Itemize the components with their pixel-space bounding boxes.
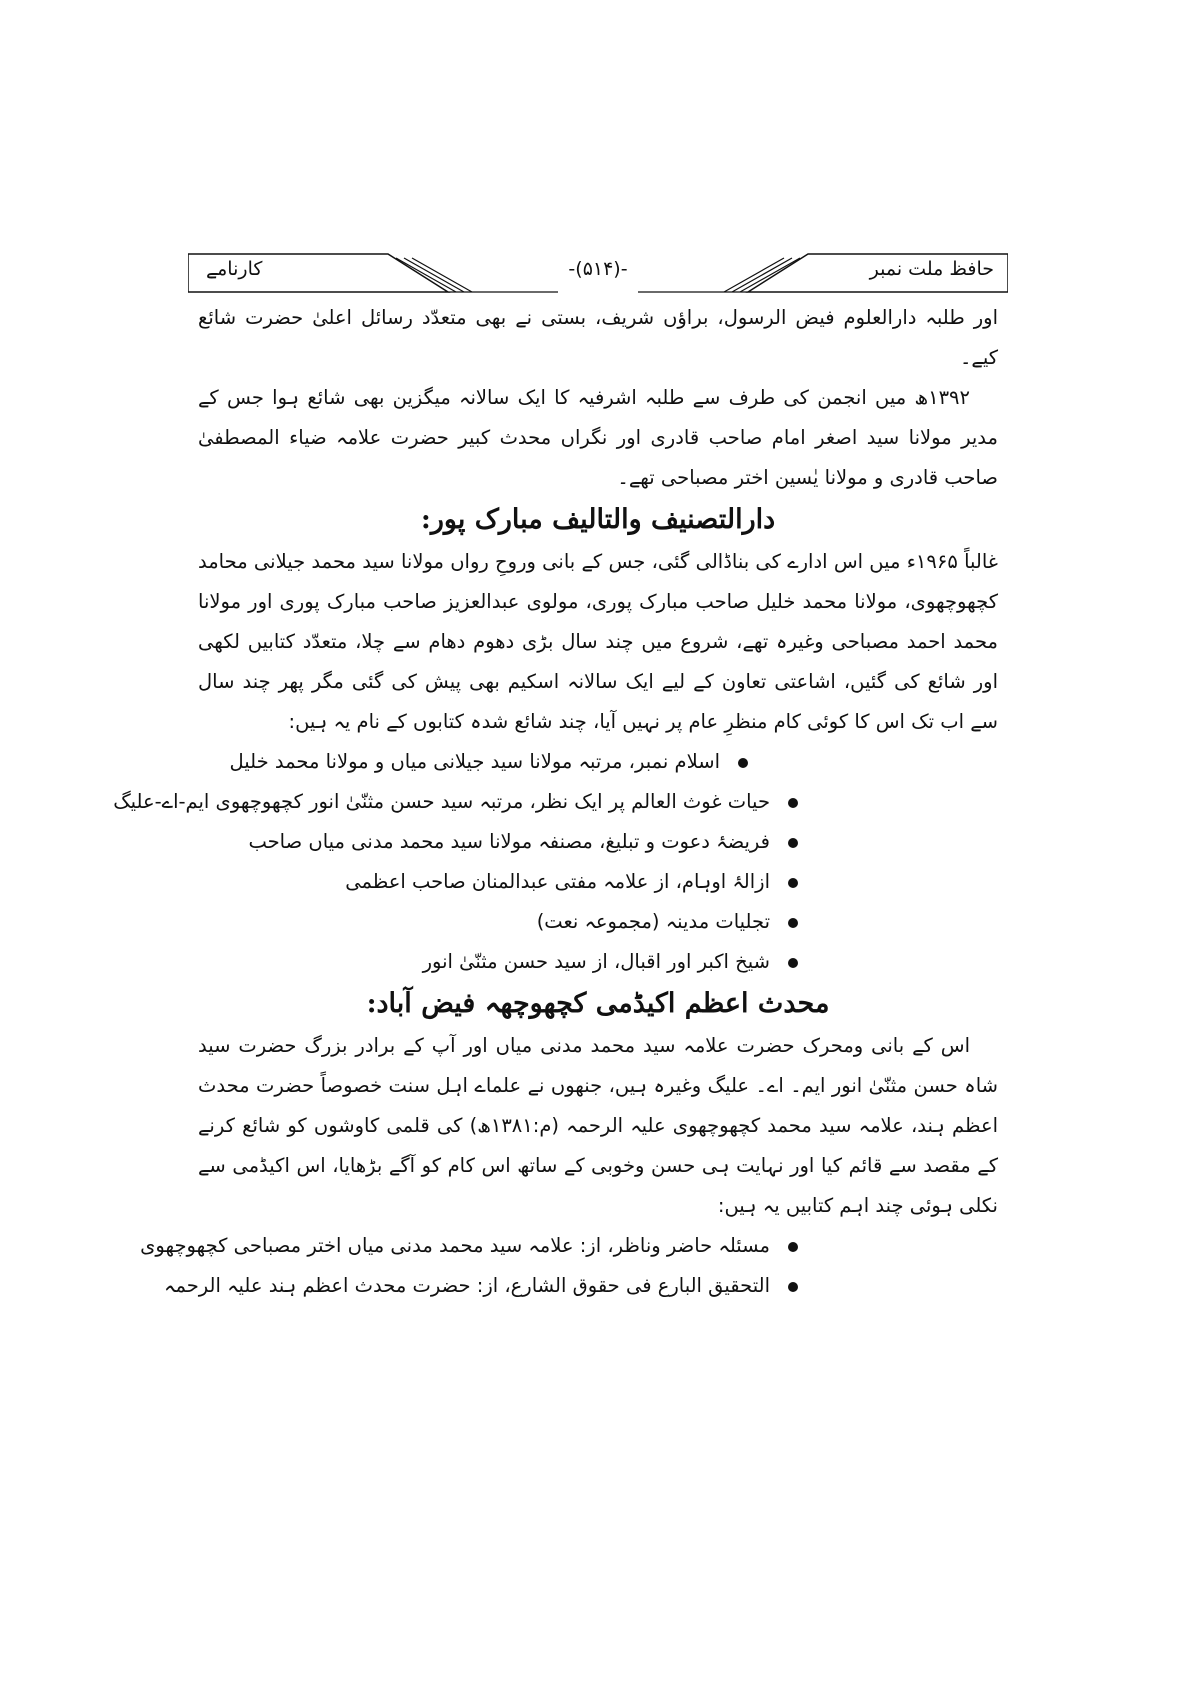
list-item xyxy=(198,822,998,862)
bullet-icon xyxy=(788,918,798,928)
book-title: فریضۂ دعوت و تبلیغ، مصنفہ مولانا سید محمد مدنی میاں صاحب xyxy=(248,830,770,853)
list-item xyxy=(198,902,998,942)
book-title: شیخ اکبر اور اقبال، از سید حسن مثنّیٰ انور xyxy=(422,950,770,973)
book-title: اسلام نمبر، مرتبہ مولانا سید جیلانی میاں و مولانا محمد خلیل xyxy=(229,750,720,773)
section-heading-muhaddis-azam-academy: محدث اعظم اکیڈمی کچھوچھہ فیض آباد: xyxy=(366,988,830,1019)
bullet-icon xyxy=(738,758,748,768)
bullet-icon xyxy=(788,1282,798,1292)
section-heading-darul-tasneef: دارالتصنیف والتالیف مبارک پور: xyxy=(420,504,776,535)
bullet-icon xyxy=(788,878,798,888)
section1-book-list xyxy=(113,742,998,982)
list-item xyxy=(113,782,998,822)
list-item xyxy=(164,1266,998,1306)
page-header xyxy=(188,252,1008,296)
intro-paragraph-2: ۱۳۹۲ھ میں انجمن کی طرف سے طلبہ اشرفیہ کا ایک سالانہ میگزین بھی شائع ہوا جس کے مدیر مولانا سید اصغر امام صاحب قادری اور نگراں محدث کبیر حضرت علامہ ضیاء المصطفیٰ صاحب قادری و مولانا یٰسین اختر مصباحی تھے۔ xyxy=(198,386,998,489)
magazine-title: حافظ ملت نمبر xyxy=(869,258,994,280)
list-item xyxy=(198,862,998,902)
section-title: کارنامے xyxy=(206,258,263,280)
section2-paragraph: اس کے بانی ومحرک حضرت علامہ سید محمد مدنی میاں اور آپ کے برادر بزرگ حضرت سید شاہ حسن مثنّیٰ انور ایم۔ اے۔ علیگ وغیرہ ہیں، جنھوں نے علماے اہل سنت خصوصاً حضرت محدث اعظم ہند، علامہ سید محمد کچھوچھوی علیہ الرحمہ (م:۱۳۸۱ھ) کی قلمی کاوشوں کو شائع کرنے کے مقصد سے قائم کیا اور نہایت ہی حسن وخوبی کے ساتھ اس کام کو آگے بڑھایا، اس اکیڈمی سے نکلی ہوئی چند اہم کتابیں یہ ہیں: xyxy=(198,1034,999,1217)
book-title: مسئلہ حاضر وناظر، از: علامہ سید محمد مدنی میاں اختر مصباحی کچھوچھوی xyxy=(140,1234,770,1257)
book-title: تجلیات مدینہ (مجموعہ نعت) xyxy=(536,910,770,933)
book-title: حیات غوث العالم پر ایک نظر، مرتبہ سید حسن مثنّیٰ انور کچھوچھوی ایم-اے-علیگ xyxy=(113,790,770,813)
list-item xyxy=(140,1226,998,1266)
intro-paragraph-1: اور طلبہ دارالعلوم فیض الرسول، براؤں شریف، بستی نے بھی متعدّد رسائل اعلیٰ حضرت شائع کیے۔ xyxy=(198,306,998,369)
book-title: ازالۂ اوہام، از علامہ مفتی عبدالمنان صاحب اعظمی xyxy=(345,870,770,893)
page-number: -(۵۱۴)- xyxy=(568,258,628,280)
section2-book-list xyxy=(140,1226,998,1306)
bullet-icon xyxy=(788,958,798,968)
bullet-icon xyxy=(788,838,798,848)
page-body xyxy=(113,298,999,1306)
list-item xyxy=(198,742,998,782)
section1-paragraph: غالباً ۱۹۶۵ء میں اس ادارے کی بناڈالی گئی، جس کے بانی وروحِ رواں مولانا سید محمد جیلانی محامد کچھوچھوی، مولانا محمد خلیل صاحب مبارک پوری، مولوی عبدالعزیز صاحب مبارک پوری اور مولانا محمد احمد مصباحی وغیرہ تھے، شروع میں چند سال بڑی دھوم دھام سے چلا، متعدّد کتابیں لکھی اور شائع کی گئیں، اشاعتی تعاون کے لیے ایک سالانہ اسکیم بھی پیش کی گئی مگر پھر چند سال سے اب تک اس کا کوئی کام منظرِ عام پر نہیں آیا، چند شائع شدہ کتابوں کے نام یہ ہیں: xyxy=(198,550,998,733)
book-title: التحقیق البارع فی حقوق الشارع، از: حضرت محدث اعظم ہند علیہ الرحمہ xyxy=(164,1274,770,1297)
bullet-icon xyxy=(788,798,798,808)
bullet-icon xyxy=(788,1242,798,1252)
list-item xyxy=(198,942,998,982)
